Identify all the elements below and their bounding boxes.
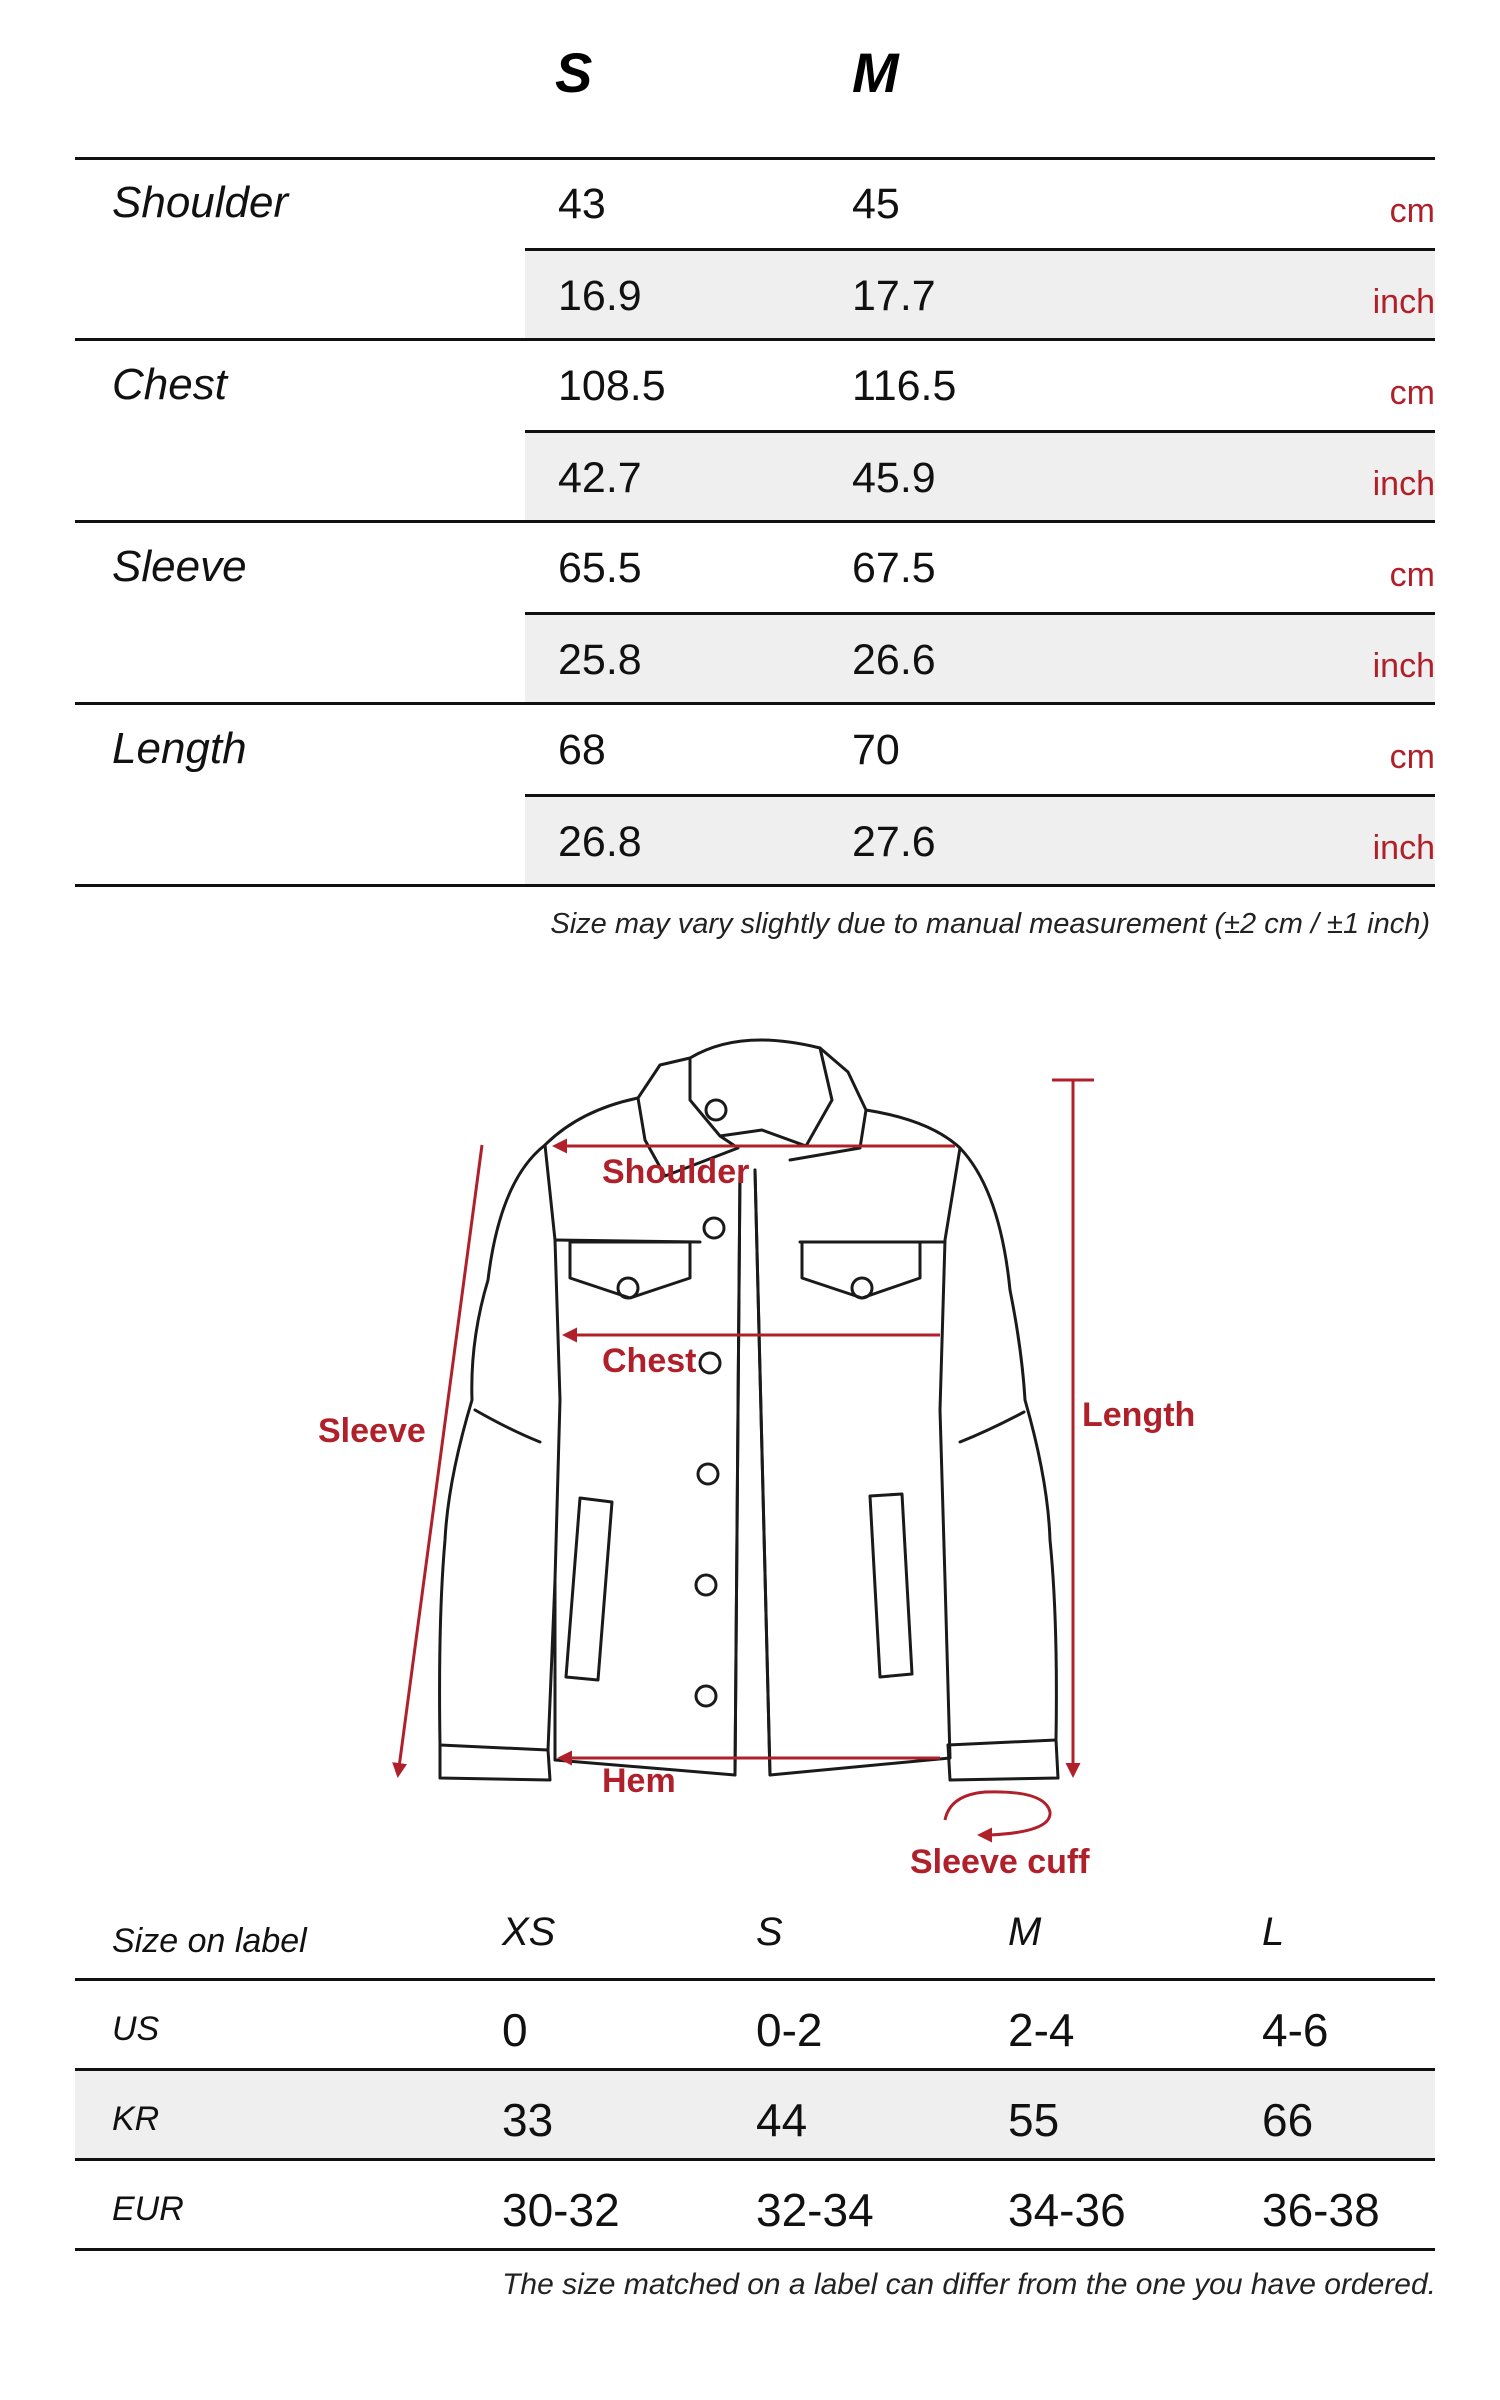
unit-cm: cm (1389, 556, 1435, 594)
conversion-row-us: US (112, 2010, 160, 2048)
divider (75, 338, 1435, 341)
inch-row-band (525, 615, 1435, 702)
eur-l: 36-38 (1262, 2184, 1380, 2236)
label-length: Length (1082, 1396, 1196, 1434)
conversion-size-xs: XS (502, 1910, 556, 1954)
divider (75, 1978, 1435, 1981)
divider (525, 430, 1435, 433)
label-shoulder: Shoulder (602, 1153, 750, 1191)
unit-inch: inch (1372, 283, 1435, 321)
length-s-cm: 68 (558, 726, 606, 774)
shoulder-s-cm: 43 (558, 180, 606, 228)
unit-inch: inch (1372, 465, 1435, 503)
eur-xs: 30-32 (502, 2184, 620, 2236)
sleeve-m-cm: 67.5 (852, 544, 936, 592)
shoulder-m-cm: 45 (852, 180, 900, 228)
jacket-diagram (0, 980, 1500, 1900)
divider (75, 157, 1435, 160)
length-m-inch: 27.6 (852, 818, 936, 866)
conversion-header-label: Size on label (112, 1922, 307, 1960)
conversion-size-m: M (1008, 1910, 1042, 1954)
unit-cm: cm (1389, 374, 1435, 412)
jacket-outline (440, 1040, 1058, 1780)
row-label-shoulder: Shoulder (112, 178, 289, 227)
sleeve-s-cm: 65.5 (558, 544, 642, 592)
label-hem: Hem (602, 1762, 676, 1800)
us-s: 0-2 (756, 2004, 823, 2056)
us-l: 4-6 (1262, 2004, 1329, 2056)
divider (525, 794, 1435, 797)
label-sleeve-cuff: Sleeve cuff (910, 1843, 1090, 1881)
chest-m-inch: 45.9 (852, 454, 936, 502)
divider (525, 612, 1435, 615)
divider (75, 520, 1435, 523)
size-header-m: M (852, 41, 899, 104)
conversion-note: The size matched on a label can differ from the one you have ordered. (502, 2268, 1436, 2301)
conversion-size-s: S (756, 1910, 783, 1954)
divider (75, 2158, 1435, 2161)
us-m: 2-4 (1008, 2004, 1075, 2056)
row-label-chest: Chest (112, 360, 227, 409)
length-s-inch: 26.8 (558, 818, 642, 866)
row-label-sleeve: Sleeve (112, 542, 247, 591)
chest-m-cm: 116.5 (852, 362, 957, 410)
kr-row-band (75, 2071, 1435, 2158)
chest-s-inch: 42.7 (558, 454, 642, 502)
us-xs: 0 (502, 2004, 528, 2056)
label-sleeve: Sleeve (318, 1412, 426, 1450)
label-chest: Chest (602, 1342, 697, 1380)
conversion-size-l: L (1262, 1910, 1285, 1954)
sleeve-cuff-arrow (945, 1792, 1050, 1835)
kr-l: 66 (1262, 2094, 1314, 2146)
unit-inch: inch (1372, 829, 1435, 867)
sleeve-m-inch: 26.6 (852, 636, 936, 684)
unit-cm: cm (1389, 192, 1435, 230)
kr-m: 55 (1008, 2094, 1060, 2146)
conversion-row-eur: EUR (112, 2190, 184, 2228)
inch-row-band (525, 433, 1435, 520)
unit-cm: cm (1389, 738, 1435, 776)
unit-inch: inch (1372, 647, 1435, 685)
divider (75, 884, 1435, 887)
shoulder-m-inch: 17.7 (852, 272, 936, 320)
row-label-length: Length (112, 724, 247, 773)
size-header-s: S (555, 41, 593, 104)
divider (75, 702, 1435, 705)
eur-s: 32-34 (756, 2184, 874, 2236)
divider (525, 248, 1435, 251)
eur-m: 34-36 (1008, 2184, 1126, 2236)
kr-s: 44 (756, 2094, 808, 2146)
measurement-note: Size may vary slightly due to manual measurement (±2 cm / ±1 inch) (550, 908, 1430, 940)
conversion-row-kr: KR (112, 2100, 160, 2138)
chest-s-cm: 108.5 (558, 362, 666, 410)
length-m-cm: 70 (852, 726, 900, 774)
shoulder-s-inch: 16.9 (558, 272, 642, 320)
inch-row-band (525, 797, 1435, 884)
inch-row-band (525, 251, 1435, 338)
kr-xs: 33 (502, 2094, 554, 2146)
sleeve-s-inch: 25.8 (558, 636, 642, 684)
divider (75, 2248, 1435, 2251)
